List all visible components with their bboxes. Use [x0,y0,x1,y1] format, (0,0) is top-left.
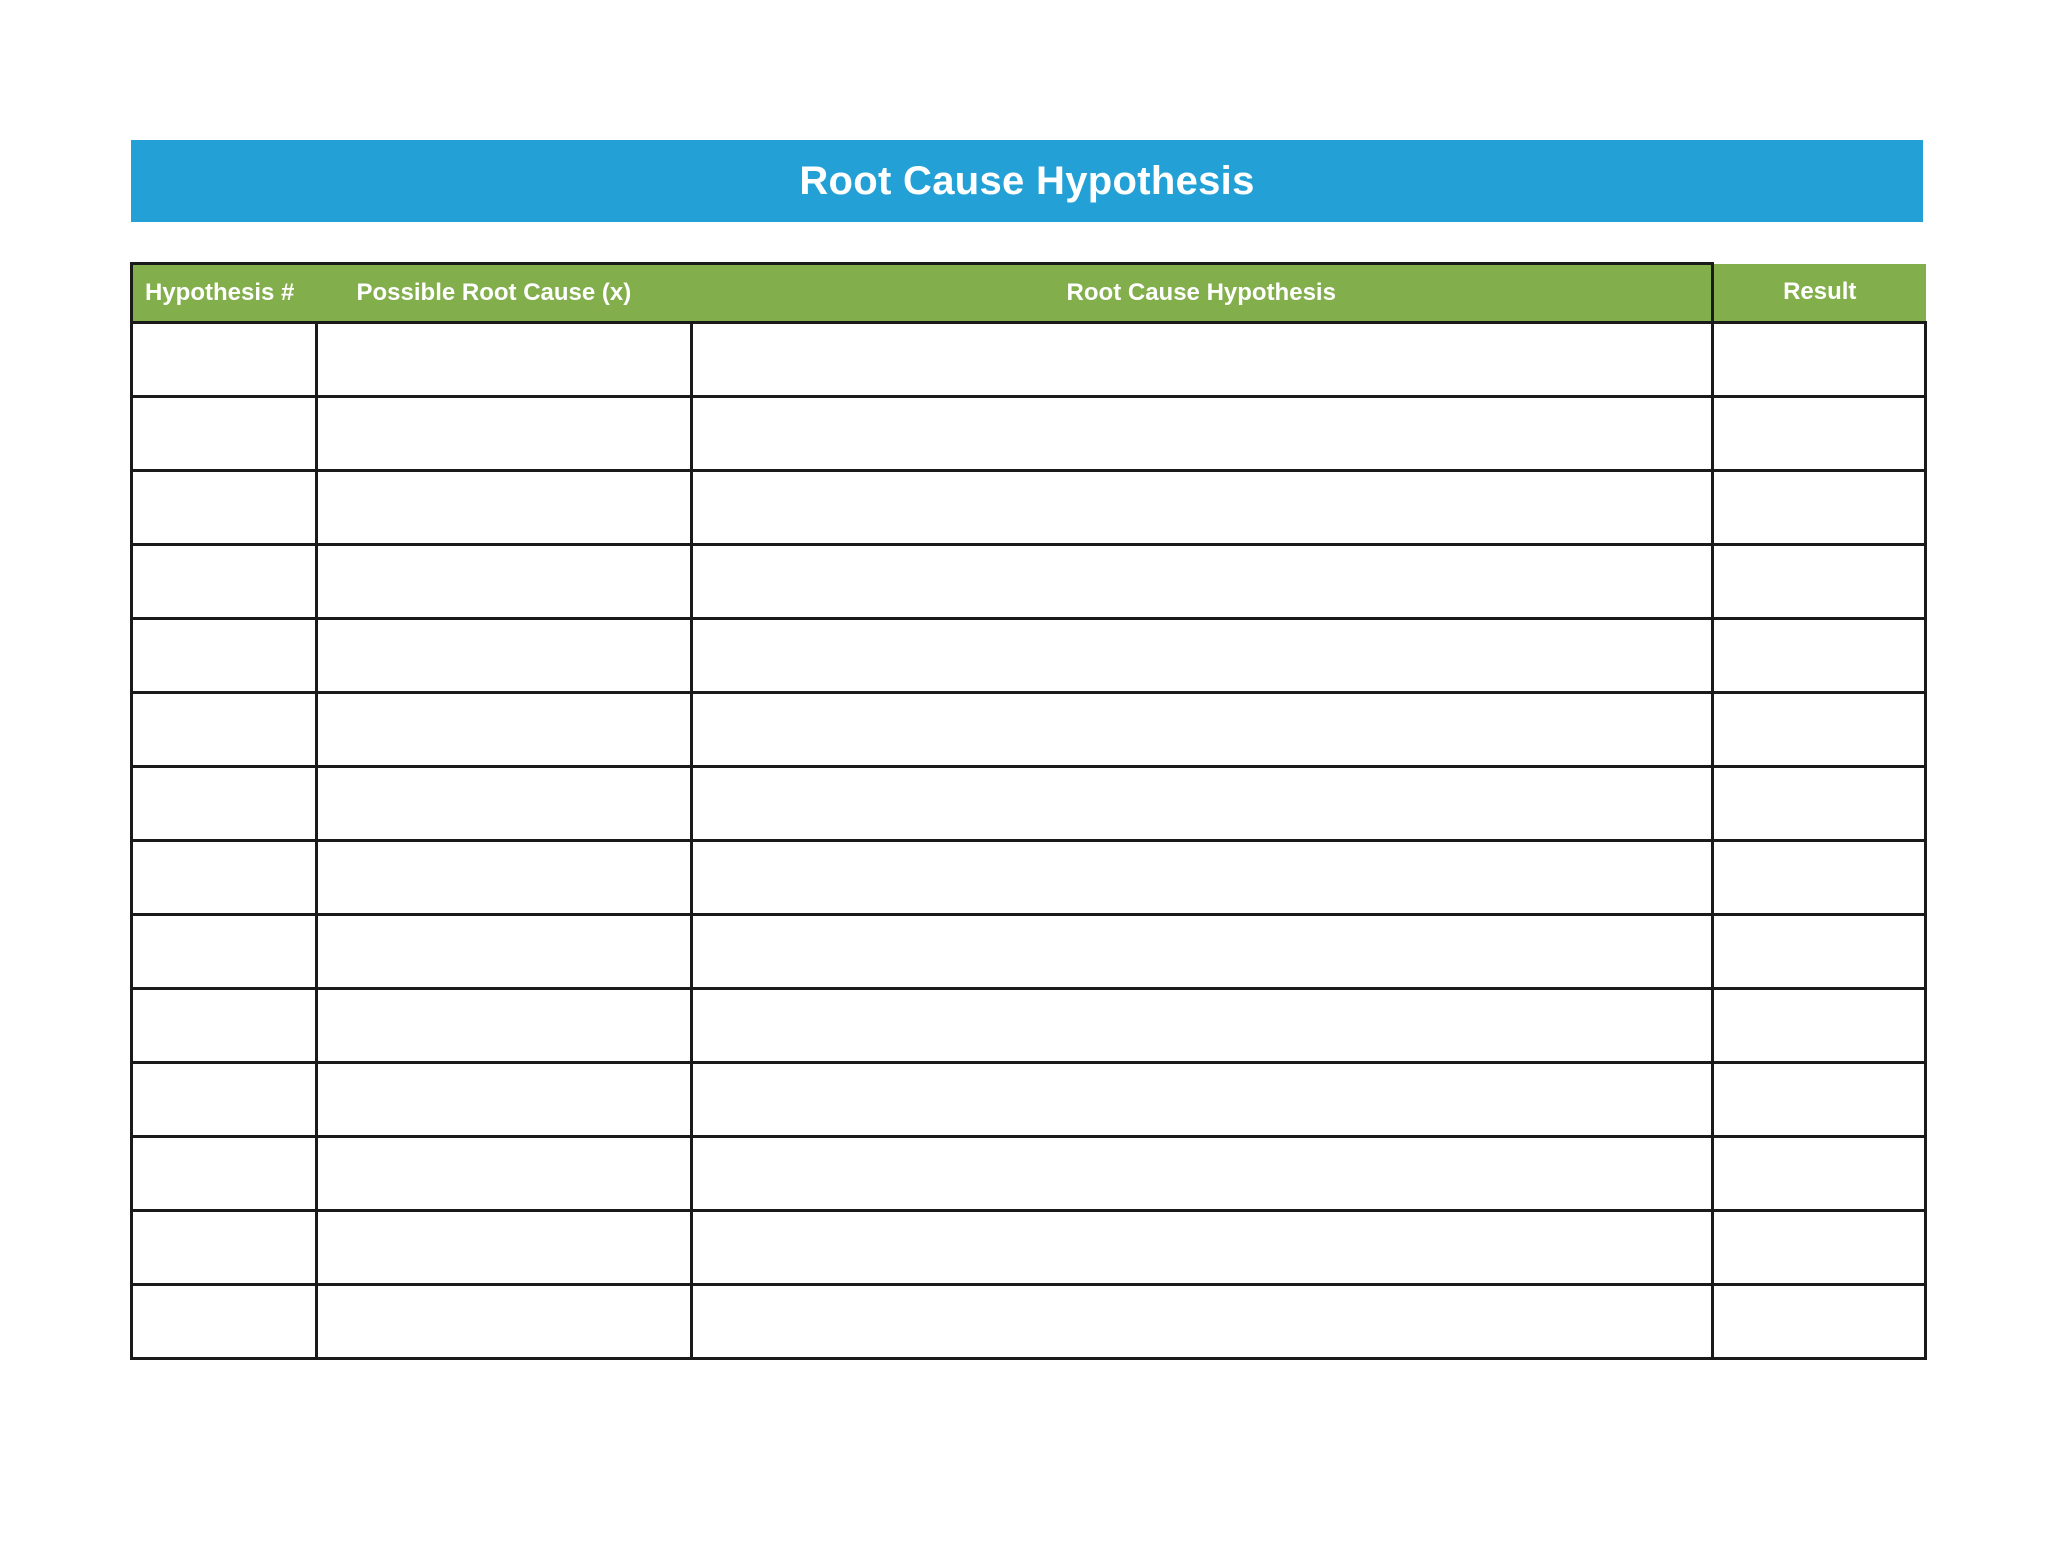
possible-root-cause-cell[interactable] [317,841,692,915]
table-row [132,1211,1926,1285]
hypothesis-number-cell[interactable] [132,471,317,545]
possible-root-cause-cell[interactable] [317,471,692,545]
result-cell[interactable] [1713,323,1926,397]
possible-root-cause-cell[interactable] [317,1137,692,1211]
result-cell[interactable] [1713,767,1926,841]
root-cause-hypothesis-cell[interactable] [692,841,1713,915]
table-row [132,1137,1926,1211]
hypothesis-number-cell[interactable] [132,619,317,693]
result-cell[interactable] [1713,1211,1926,1285]
result-cell[interactable] [1713,619,1926,693]
table-row [132,545,1926,619]
hypothesis-table [130,262,1927,1360]
root-cause-hypothesis-cell[interactable] [692,323,1713,397]
root-cause-hypothesis-cell[interactable] [692,619,1713,693]
header-root-cause-hypothesis: Root Cause Hypothesis [692,264,1713,323]
result-cell[interactable] [1713,841,1926,915]
hypothesis-number-cell[interactable] [132,915,317,989]
root-cause-hypothesis-cell[interactable] [692,397,1713,471]
possible-root-cause-cell[interactable] [317,693,692,767]
possible-root-cause-cell[interactable] [317,545,692,619]
root-cause-hypothesis-cell[interactable] [692,989,1713,1063]
possible-root-cause-cell[interactable] [317,1211,692,1285]
hypothesis-number-cell[interactable] [132,767,317,841]
table-row [132,397,1926,471]
table-row [132,1063,1926,1137]
result-cell[interactable] [1713,471,1926,545]
table-row [132,323,1926,397]
table-row [132,619,1926,693]
root-cause-hypothesis-cell[interactable] [692,1211,1713,1285]
root-cause-hypothesis-cell[interactable] [692,1285,1713,1359]
table-row [132,693,1926,767]
possible-root-cause-cell[interactable] [317,915,692,989]
hypothesis-number-cell[interactable] [132,1063,317,1137]
result-cell[interactable] [1713,545,1926,619]
root-cause-hypothesis-cell[interactable] [692,1063,1713,1137]
root-cause-hypothesis-cell[interactable] [692,471,1713,545]
root-cause-hypothesis-cell[interactable] [692,915,1713,989]
table-row [132,471,1926,545]
possible-root-cause-cell[interactable] [317,619,692,693]
result-cell[interactable] [1713,1063,1926,1137]
table-row [132,841,1926,915]
table-row [132,989,1926,1063]
hypothesis-number-cell[interactable] [132,323,317,397]
hypothesis-number-cell[interactable] [132,1137,317,1211]
hypothesis-number-cell[interactable] [132,545,317,619]
table-row [132,915,1926,989]
table-row [132,1285,1926,1359]
result-cell[interactable] [1713,1137,1926,1211]
hypothesis-number-cell[interactable] [132,1285,317,1359]
page-title: Root Cause Hypothesis [799,158,1255,203]
root-cause-hypothesis-cell[interactable] [692,693,1713,767]
possible-root-cause-cell[interactable] [317,397,692,471]
header-row [132,264,1926,323]
hypothesis-number-cell[interactable] [132,693,317,767]
possible-root-cause-cell[interactable] [317,1285,692,1359]
result-cell[interactable] [1713,693,1926,767]
header-result: Result [1713,264,1926,323]
root-cause-hypothesis-cell[interactable] [692,767,1713,841]
possible-root-cause-cell[interactable] [317,323,692,397]
hypothesis-number-cell[interactable] [132,1211,317,1285]
result-cell[interactable] [1713,989,1926,1063]
hypothesis-number-cell[interactable] [132,989,317,1063]
header-hypothesis-number: Hypothesis # [132,264,317,323]
possible-root-cause-cell[interactable] [317,767,692,841]
table-body [132,323,1926,1359]
possible-root-cause-cell[interactable] [317,989,692,1063]
hypothesis-number-cell[interactable] [132,397,317,471]
result-cell[interactable] [1713,397,1926,471]
result-cell[interactable] [1713,915,1926,989]
result-cell[interactable] [1713,1285,1926,1359]
possible-root-cause-cell[interactable] [317,1063,692,1137]
title-banner [131,140,1923,222]
root-cause-hypothesis-cell[interactable] [692,545,1713,619]
table-row [132,767,1926,841]
hypothesis-number-cell[interactable] [132,841,317,915]
header-possible-root-cause: Possible Root Cause (x) [317,264,692,323]
root-cause-hypothesis-cell[interactable] [692,1137,1713,1211]
